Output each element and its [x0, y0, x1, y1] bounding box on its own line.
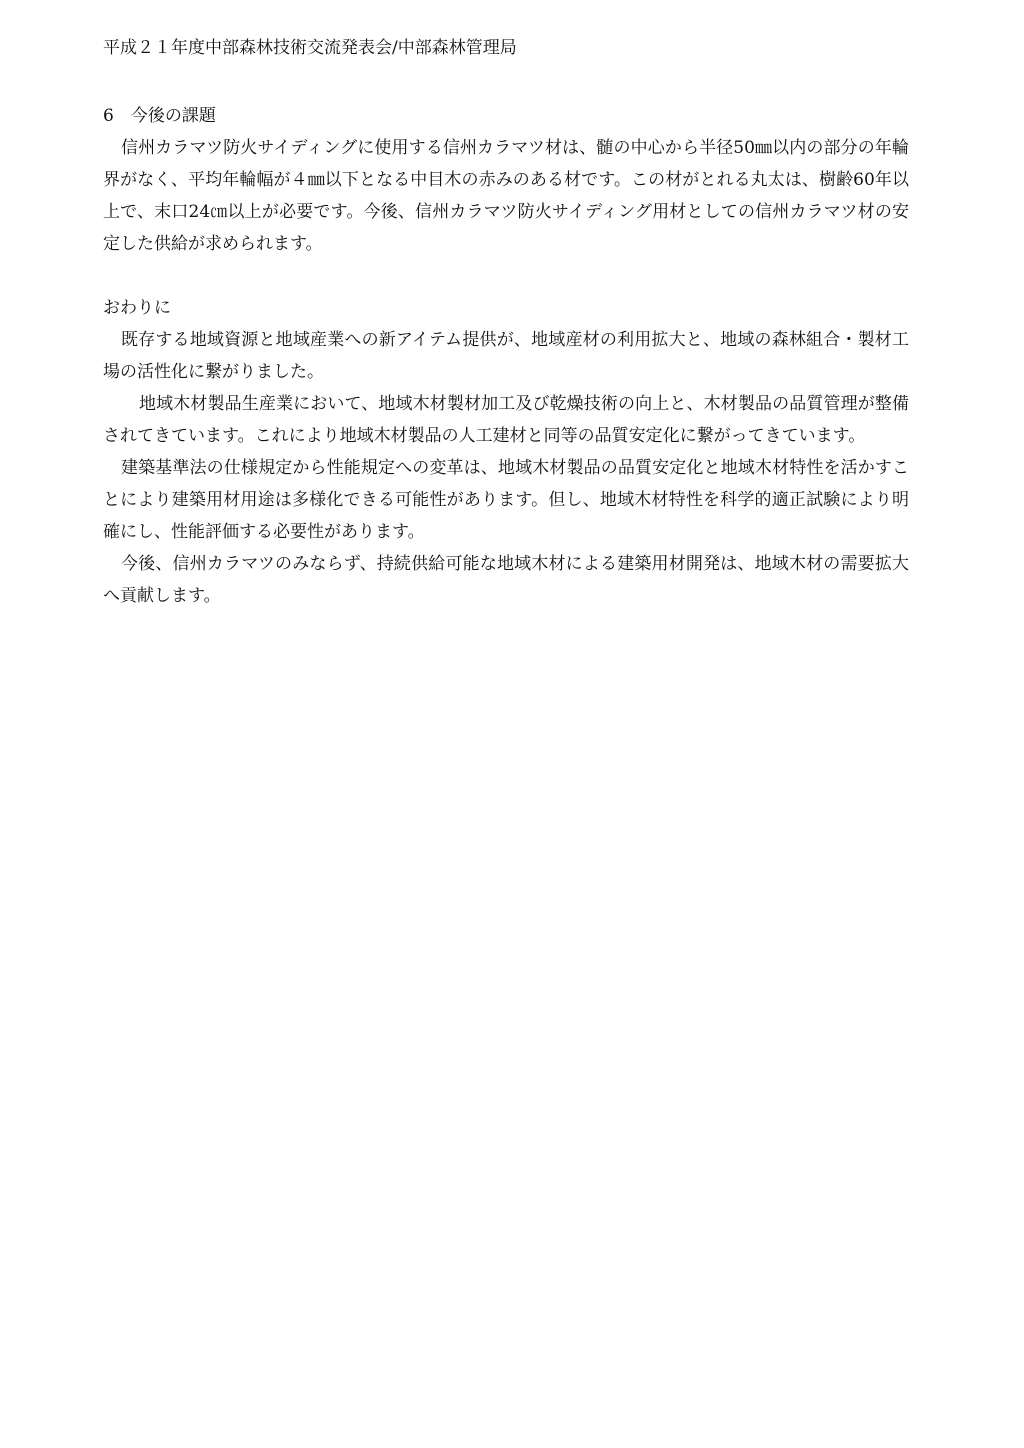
closing-paragraph-1: 既存する地域資源と地域産業への新アイテム提供が、地域産材の利用拡大と、地域の森林組合・製材工場の活性化に繋がりました。 — [103, 330, 909, 382]
section-spacer — [103, 260, 909, 292]
section-title-closing: おわりに — [103, 298, 171, 318]
document-body — [103, 100, 909, 612]
closing-paragraph-2: 地域木材製品生産業において、地域木材製材加工及び乾燥技術の向上と、木材製品の品質管理が整備されてきています。これにより地域木材製品の人工建材と同等の品質安定化に繋がってきています。 — [103, 394, 909, 446]
future-issues-paragraph: 信州カラマツ防火サイディングに使用する信州カラマツ材は、髄の中心から半径50㎜以内の部分の年輪界がなく、平均年輪幅が４㎜以下となる中目木の赤みのある材です。この材がとれる丸太は、樹齢60年以上で、末口24㎝以上が必要です。今後、信州カラマツ防火サイディング用材としての信州カラマツ材の安定した供給が求められます。 — [103, 138, 909, 254]
closing-paragraph-3: 建築基準法の仕様規定から性能規定への変革は、地域木材製品の品質安定化と地域木材特性を活かすことにより建築用材用途は多様化できる可能性があります。但し、地域木材特性を科学的適正試験により明確にし、性能評価する必要性があります。 — [103, 458, 909, 542]
page-header: 平成２１年度中部森林技術交流発表会/中部森林管理局 — [103, 38, 517, 58]
closing-paragraph-4: 今後、信州カラマツのみならず、持続供給可能な地域木材による建築用材開発は、地域木材の需要拡大へ貢献します。 — [103, 554, 909, 606]
section-title-future-issues: 6 今後の課題 — [103, 106, 216, 126]
